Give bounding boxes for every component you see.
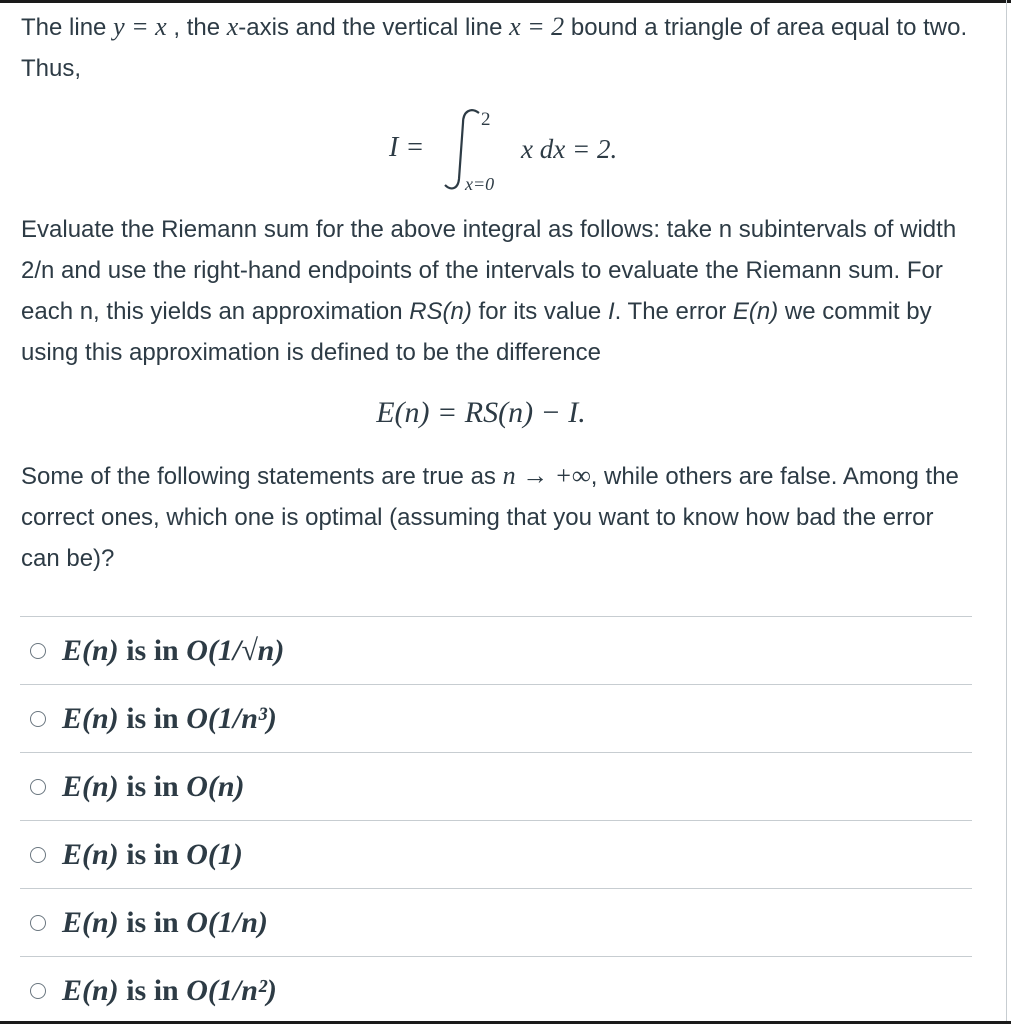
text: Evaluate the Riemann sum for the above integral as follows: take n subintervals of width 2/n and use the right-hand endpoints of the intervals to evaluate the Riemann sum. For each n, this yields an approximation [21,216,957,325]
radio-button[interactable] [30,643,46,659]
answer-option[interactable] [20,888,972,956]
integral-integrand: x dx = 2. [521,134,618,164]
answer-mid: is in [118,769,187,803]
answer-prefix: E(n) [62,701,119,735]
radio-button[interactable] [30,983,46,999]
italic-text: E(n) [732,298,779,325]
radio-button[interactable] [30,711,46,727]
answer-label[interactable] [62,974,277,1008]
answer-value: O(1/n) [186,905,268,939]
answer-mid: is in [118,905,187,939]
answer-label[interactable] [62,702,277,736]
radio-button[interactable] [30,779,46,795]
text: , while others are false. Among the correct ones, which one is optimal (assuming that you want to know how bad the error can be)? [21,463,959,572]
answer-option[interactable] [20,752,972,820]
answer-prefix: E(n) [62,905,119,939]
text: -axis and the vertical line [238,14,510,41]
integral-display [21,89,971,205]
integral-upper-limit: 2 [481,109,491,130]
answer-label[interactable] [62,838,243,872]
text: . The error [614,298,733,325]
question-text [21,6,971,579]
radio-button[interactable] [30,915,46,931]
text: Some of the following statements are true as [21,463,503,490]
italic-text: I [607,298,615,325]
math-equation: x = 2 [509,12,565,41]
answer-mid: is in [118,973,187,1007]
math-variable: x [226,12,239,41]
integral-formula [371,101,671,201]
text: The line [21,14,114,41]
right-border [1006,0,1007,1024]
answer-mid: is in [118,633,187,667]
answer-option[interactable] [20,684,972,752]
statements-paragraph [21,455,971,579]
answer-option[interactable] [20,820,972,888]
answer-label[interactable] [62,634,284,668]
answer-value: O(1/√n) [186,633,285,667]
error-formula: E(n) = RS(n) − I. [376,396,586,429]
math-equation: y = x [113,12,167,41]
italic-text: RS(n) [409,298,472,325]
answer-list [20,616,972,1024]
top-border [0,0,1011,3]
text: , the [166,14,227,41]
answer-mid: is in [118,701,187,735]
answer-value: O(1) [186,837,243,871]
riemann-paragraph [21,209,971,373]
text: bound a triangle of area equal to two. Thus, [21,14,968,82]
error-definition [21,373,971,455]
text: for its value [471,298,608,325]
answer-mid: is in [118,837,187,871]
answer-prefix: E(n) [62,837,119,871]
radio-button[interactable] [30,847,46,863]
text: we commit by using this approximation is defined to be the difference [21,298,932,366]
answer-option[interactable] [20,616,972,684]
integral-lower-limit: x=0 [465,174,495,194]
intro-paragraph [21,6,971,89]
answer-prefix: E(n) [62,633,119,667]
math-limit: n → +∞ [502,461,591,490]
answer-value: O(n) [186,769,245,803]
answer-prefix: E(n) [62,973,119,1007]
answer-prefix: E(n) [62,769,119,803]
answer-label[interactable] [62,770,245,804]
answer-value: O(1/n²) [186,973,277,1007]
answer-value: O(1/n³) [186,701,277,735]
answer-label[interactable] [62,906,268,940]
integral-lhs: I = [389,132,425,163]
answer-option[interactable] [20,956,972,1024]
